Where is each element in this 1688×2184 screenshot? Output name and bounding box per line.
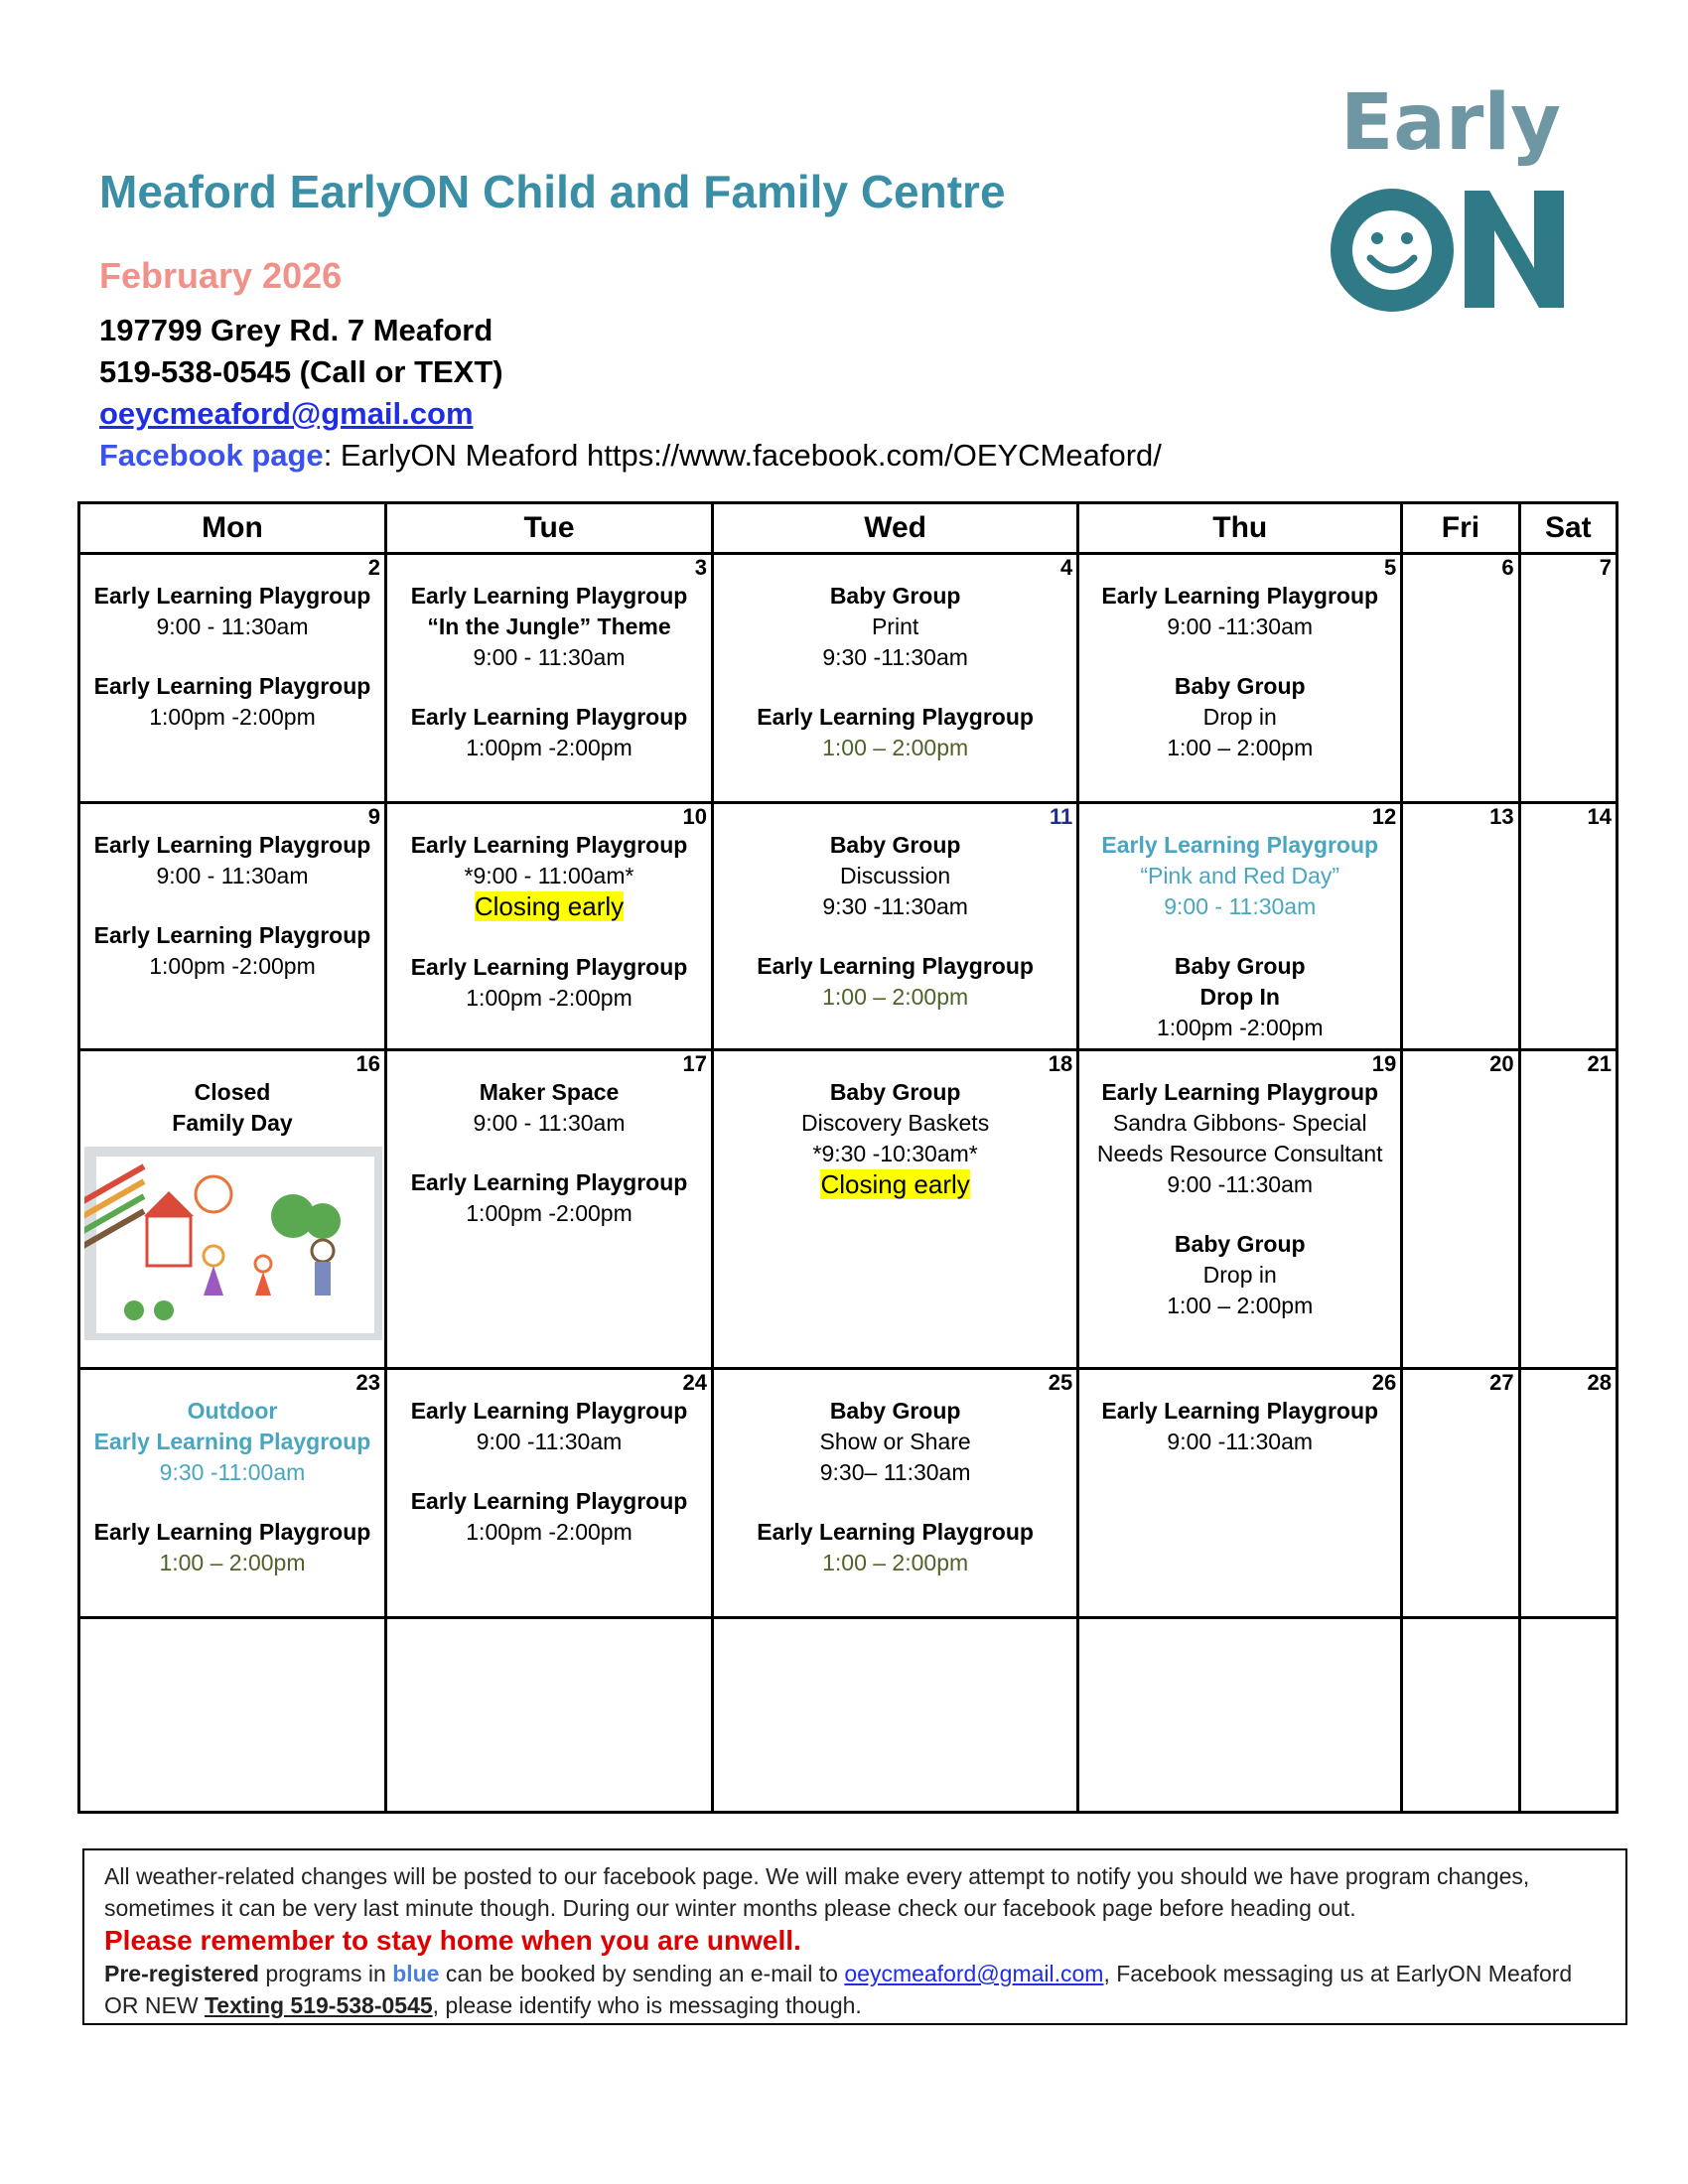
event-topic: Show or Share <box>819 1429 971 1455</box>
header-sat: Sat <box>1519 503 1617 554</box>
event-time: 9:30 -11:30am <box>822 893 968 920</box>
day-number: 14 <box>1587 804 1612 830</box>
event-time: 1:00pm -2:00pm <box>1157 1015 1324 1041</box>
event-title: Early Learning Playgroup <box>757 1519 1034 1546</box>
contact-info <box>99 310 1162 477</box>
day-number: 7 <box>1599 555 1612 581</box>
day-cell-18 <box>713 1050 1078 1369</box>
day-number: 20 <box>1489 1051 1514 1077</box>
facebook-line <box>99 438 1162 473</box>
day-cell-4 <box>713 554 1078 803</box>
event-theme: “In the Jungle” Theme <box>427 614 671 640</box>
header-tue: Tue <box>385 503 712 554</box>
day-number: 13 <box>1489 804 1514 830</box>
day-cell-14 <box>1519 803 1617 1050</box>
event-title: Maker Space <box>479 1079 620 1106</box>
event-time: 1:00pm -2:00pm <box>466 1200 633 1227</box>
day-cell-23 <box>79 1369 386 1618</box>
event-time: 9:00 - 11:30am <box>156 863 309 889</box>
earlyon-logo <box>1301 79 1589 328</box>
day-cell-25 <box>713 1369 1078 1618</box>
day-number: 28 <box>1587 1370 1612 1396</box>
day-number: 17 <box>682 1051 708 1077</box>
day-cell-11 <box>713 803 1078 1050</box>
event-time: 9:30 -11:30am <box>822 644 968 671</box>
day-number: 23 <box>355 1370 380 1396</box>
facebook-label: Facebook page <box>99 438 324 473</box>
day-number: 9 <box>367 804 380 830</box>
day-number: 25 <box>1048 1370 1073 1396</box>
header-wed: Wed <box>713 503 1078 554</box>
empty-cell <box>1519 1618 1617 1813</box>
day-number: 10 <box>682 804 708 830</box>
event-time: 9:00 -11:30am <box>1167 1171 1314 1198</box>
event-title: Early Learning Playgroup <box>93 583 371 610</box>
stay-home-warning: Please remember to stay home when you are unwell. <box>104 1925 801 1956</box>
logo-text-early: Early <box>1340 79 1561 168</box>
event-guest-role: Needs Resource Consultant <box>1096 1141 1383 1167</box>
empty-cell <box>1078 1618 1402 1813</box>
event-time: 1:00pm -2:00pm <box>149 704 316 731</box>
page-title: Meaford EarlyON Child and Family Centre <box>99 166 1006 217</box>
event-time: 1:00 – 2:00pm <box>1167 1293 1314 1319</box>
event-title: Early Learning Playgroup <box>1101 1079 1379 1106</box>
day-number: 18 <box>1048 1051 1073 1077</box>
event-time: 9:00 - 11:30am <box>473 1110 626 1137</box>
event-time: 1:00pm -2:00pm <box>466 985 633 1012</box>
day-number: 26 <box>1371 1370 1397 1396</box>
day-cell-13 <box>1402 803 1519 1050</box>
day-cell-2 <box>79 554 386 803</box>
day-number: 5 <box>1384 555 1397 581</box>
booking-text: programs in <box>258 1961 393 1986</box>
day-cell-9 <box>79 803 386 1050</box>
day-number: 2 <box>367 555 380 581</box>
day-cell-27 <box>1402 1369 1519 1618</box>
event-title: Baby Group <box>1174 953 1306 980</box>
event-title: Baby Group <box>1174 673 1306 700</box>
event-title: Early Learning Playgroup <box>93 1429 371 1455</box>
event-title: Early Learning Playgroup <box>93 673 371 700</box>
event-title: Early Learning Playgroup <box>410 1398 688 1425</box>
family-drawing-image <box>84 1147 382 1340</box>
blue-word: blue <box>392 1961 440 1986</box>
day-cell-17 <box>385 1050 712 1369</box>
event-time: 1:00 – 2:00pm <box>822 735 969 761</box>
event-time: 1:00 – 2:00pm <box>822 984 969 1011</box>
event-time: 1:00 – 2:00pm <box>159 1550 306 1576</box>
pre-registered-label: Pre-registered <box>104 1961 259 1986</box>
day-cell-3 <box>385 554 712 803</box>
event-topic: Drop in <box>1202 1262 1277 1289</box>
day-cell-24 <box>385 1369 712 1618</box>
day-cell-20 <box>1402 1050 1519 1369</box>
empty-cell <box>1402 1618 1519 1813</box>
event-title: Early Learning Playgroup <box>1101 583 1379 610</box>
empty-cell <box>79 1618 386 1813</box>
day-number: 11 <box>1049 804 1073 830</box>
event-title: Early Learning Playgroup <box>757 953 1034 980</box>
event-title: Early Learning Playgroup <box>1101 832 1379 859</box>
phone: 519-538-0545 (Call or TEXT) <box>99 354 503 389</box>
calendar-table <box>77 501 1618 1814</box>
event-title: Early Learning Playgroup <box>410 583 688 610</box>
event-topic: Print <box>871 614 919 640</box>
weather-notice: All weather-related changes will be posted to our facebook page. We will make every attempt to notify you should we have program changes, sometimes it can be very last minute though. During our winter months please check our facebook page before heading out. <box>104 1863 1530 1921</box>
event-title: Outdoor <box>187 1398 278 1425</box>
day-cell-5 <box>1078 554 1402 803</box>
event-time: 9:00 -11:30am <box>1167 614 1314 640</box>
event-title: Early Learning Playgroup <box>410 1488 688 1515</box>
event-title: Early Learning Playgroup <box>410 832 688 859</box>
event-time: 9:00 - 11:30am <box>156 614 309 640</box>
day-cell-7 <box>1519 554 1617 803</box>
closing-early-badge: Closing early <box>474 891 625 922</box>
event-time: 9:00 - 11:30am <box>473 644 626 671</box>
day-number: 6 <box>1501 555 1514 581</box>
footer-email-link[interactable]: oeycmeaford@gmail.com <box>844 1961 1104 1986</box>
event-time: 9:30 -11:00am <box>159 1459 306 1486</box>
event-time: 1:00pm -2:00pm <box>466 1519 633 1546</box>
logo-letter-n <box>1465 191 1564 308</box>
header-fri: Fri <box>1402 503 1519 554</box>
event-time: 1:00 – 2:00pm <box>822 1550 969 1576</box>
event-title: Baby Group <box>829 1398 961 1425</box>
event-topic: Drop In <box>1199 984 1280 1011</box>
event-time: 1:00pm -2:00pm <box>466 735 633 761</box>
event-title: Baby Group <box>1174 1231 1306 1258</box>
event-time: 1:00 – 2:00pm <box>1167 735 1314 761</box>
day-number: 16 <box>355 1051 380 1077</box>
empty-cell <box>385 1618 712 1813</box>
event-time: 1:00pm -2:00pm <box>149 953 316 980</box>
day-cell-21 <box>1519 1050 1617 1369</box>
booking-text: , Facebook messaging us at EarlyON Meaford OR NEW <box>104 1961 1573 2018</box>
booking-info <box>104 1961 1572 2018</box>
event-title: Baby Group <box>829 1079 961 1106</box>
event-title: Early Learning Playgroup <box>93 832 371 859</box>
event-time: 9:30– 11:30am <box>819 1459 971 1486</box>
event-time: 9:00 -11:30am <box>476 1429 623 1455</box>
day-cell-19 <box>1078 1050 1402 1369</box>
event-title: Baby Group <box>829 832 961 859</box>
email-link[interactable]: oeycmeaford@gmail.com <box>99 396 474 431</box>
notice-box <box>82 1848 1627 2025</box>
booking-text: , please identify who is messaging though. <box>432 1992 862 2018</box>
event-time: *9:00 - 11:00am* <box>464 863 634 889</box>
day-number: 21 <box>1587 1051 1612 1077</box>
holiday-name: Family Day <box>172 1110 293 1137</box>
month-label: February 2026 <box>99 255 343 296</box>
day-cell-26 <box>1078 1369 1402 1618</box>
event-title: Early Learning Playgroup <box>410 704 688 731</box>
booking-text: can be booked by sending an e-mail to <box>439 1961 845 1986</box>
event-title: Baby Group <box>829 583 961 610</box>
day-number: 27 <box>1489 1370 1514 1396</box>
day-cell-12 <box>1078 803 1402 1050</box>
day-number: 4 <box>1059 555 1073 581</box>
texting-number: Texting 519-538-0545 <box>204 1992 433 2018</box>
event-title: Early Learning Playgroup <box>93 1519 371 1546</box>
day-cell-6 <box>1402 554 1519 803</box>
event-time: 9:00 - 11:30am <box>1164 893 1317 920</box>
address: 197799 Grey Rd. 7 Meaford <box>99 313 493 347</box>
event-time: *9:30 -10:30am* <box>812 1141 978 1167</box>
closing-early-badge: Closing early <box>820 1169 970 1200</box>
event-title: Early Learning Playgroup <box>757 704 1034 731</box>
day-number: 19 <box>1371 1051 1397 1077</box>
day-number: 12 <box>1371 804 1397 830</box>
event-topic: Drop in <box>1202 704 1277 731</box>
event-title: Early Learning Playgroup <box>93 922 371 949</box>
day-cell-10 <box>385 803 712 1050</box>
day-cell-28 <box>1519 1369 1617 1618</box>
header-thu: Thu <box>1078 503 1402 554</box>
day-cell-16 <box>79 1050 386 1369</box>
event-title: Early Learning Playgroup <box>410 954 688 981</box>
event-title: Early Learning Playgroup <box>410 1169 688 1196</box>
closed-label: Closed <box>194 1079 271 1106</box>
day-number: 24 <box>682 1370 708 1396</box>
event-time: 9:00 -11:30am <box>1167 1429 1314 1455</box>
empty-cell <box>713 1618 1078 1813</box>
day-number: 3 <box>694 555 708 581</box>
event-theme: “Pink and Red Day” <box>1140 863 1340 889</box>
event-topic: Discussion <box>840 863 951 889</box>
facebook-text[interactable]: : EarlyON Meaford https://www.facebook.com/OEYCMeaford/ <box>323 438 1162 473</box>
event-title: Early Learning Playgroup <box>1101 1398 1379 1425</box>
event-guest: Sandra Gibbons- Special <box>1112 1110 1367 1137</box>
event-topic: Discovery Baskets <box>801 1110 990 1137</box>
header-mon: Mon <box>79 503 386 554</box>
